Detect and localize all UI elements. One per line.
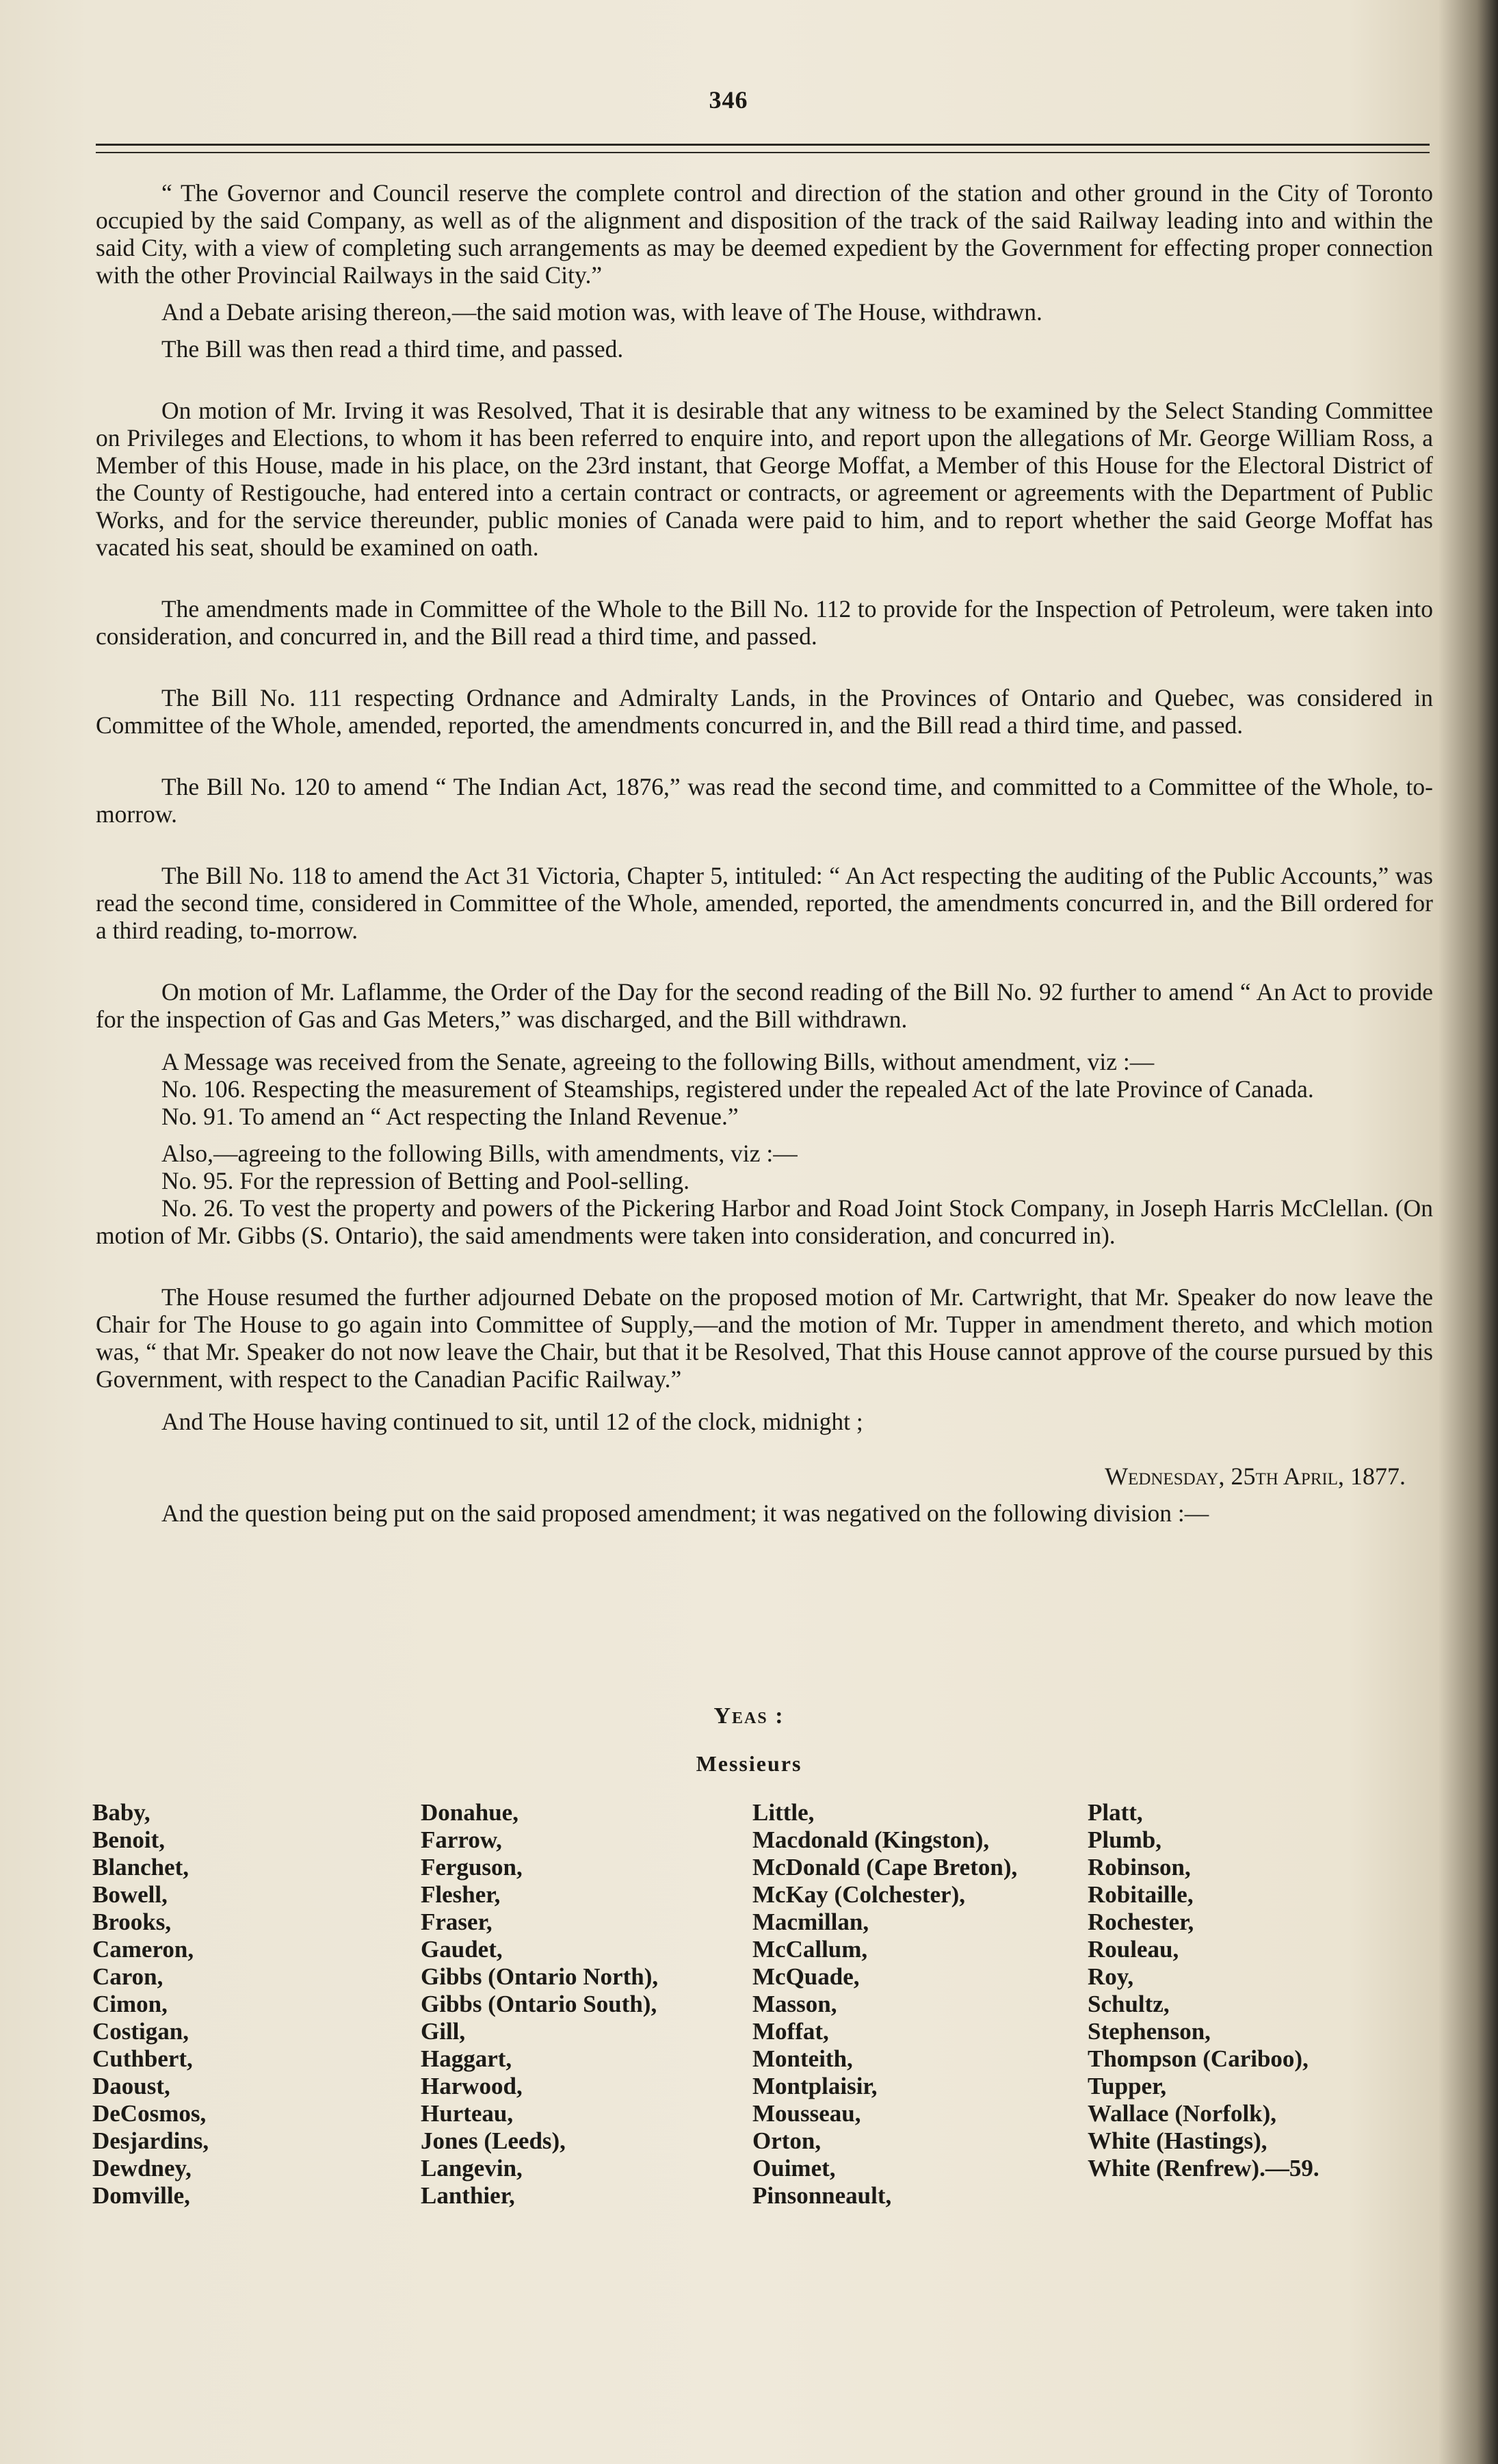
yeas-column-1: [92, 1799, 209, 2210]
member-name: Gill,: [421, 2018, 466, 2045]
irving-resolution: On motion of Mr. Irving it was Resolved, That it is desirable that any witness to be examined by the Select Standing Committee on Privileges and Elections, to whom it has been referred to enquire into, and report upon the allegations of Mr. George William Ross, a Member of this House, made in his place, on the 23rd instant, that George Moffat, a Member of this House for the Electoral District of the County of Restigouche, had entered into a certain contract or contracts, or agreement or agreements with the Department of Public Works, and for the service thereunder, public monies of Canada were paid to him, and to report whether the said George Moffat has vacated his seat, should be examined on oath.: [96, 397, 1433, 561]
member-name: Fraser,: [421, 1909, 492, 1935]
member-name: Benoit,: [92, 1826, 165, 1853]
member-name: Masson,: [752, 1991, 837, 2017]
member-name: Roy,: [1088, 1963, 1134, 1990]
supply-debate: The House resumed the further adjourned Debate on the proposed motion of Mr. Cartwright, that Mr. Speaker do now leave the Chair for The House to go again into Committee of Supply,—and the motion of Mr. Tupper in amendment thereto, and which motion was, “ that Mr. Speaker do not now leave the Chair, but that it be Resolved, That this House cannot approve of the course pursued by this Government, with respect to the Canadian Pacific Railway.”: [96, 1283, 1433, 1393]
member-name: Ouimet,: [752, 2155, 836, 2181]
member-name: Rouleau,: [1088, 1936, 1179, 1963]
laflamme-motion: On motion of Mr. Laflamme, the Order of the Day for the second reading of the Bill No. 92 further to amend “ An Act to provide for the inspection of Gas and Gas Meters,” was discharged, and the Bill withdrawn.: [96, 978, 1433, 1033]
header-rule-thin: [96, 152, 1430, 153]
member-name: Plumb,: [1088, 1826, 1161, 1853]
yeas-column-3: [752, 1799, 1017, 2210]
member-name: Farrow,: [421, 1826, 502, 1853]
bill-120-indian-act: The Bill No. 120 to amend “ The Indian Act, 1876,” was read the second time, and committed to a Committee of the Whole, to-morrow.: [96, 773, 1433, 828]
member-name: Orton,: [752, 2127, 822, 2154]
member-name: Macdonald (Kingston),: [752, 1826, 990, 1853]
member-name: Cameron,: [92, 1936, 194, 1963]
header-rule: [96, 144, 1430, 146]
member-name: Gibbs (Ontario North),: [421, 1963, 659, 1990]
debate-withdrawn: And a Debate arising thereon,—the said motion was, with leave of The House, withdrawn.: [161, 298, 1042, 326]
member-name: Little,: [752, 1799, 815, 1826]
member-name: Domville,: [92, 2182, 190, 2209]
member-name: Dewdney,: [92, 2155, 192, 2181]
member-name: Montplaisir,: [752, 2073, 878, 2099]
member-name: Desjardins,: [92, 2127, 209, 2154]
member-name: Daoust,: [92, 2073, 170, 2099]
bill-106-steamships: No. 106. Respecting the measurement of Steamships, registered under the repealed Act of the late Province of Canada.: [161, 1075, 1314, 1103]
member-name: Haggart,: [421, 2045, 512, 2072]
member-name: Cuthbert,: [92, 2045, 193, 2072]
member-name: Baby,: [92, 1799, 150, 1826]
bill-111-ordnance: The Bill No. 111 respecting Ordnance and Admiralty Lands, in the Provinces of Ontario and Quebec, was considered in Committee of the Whole, amended, reported, the amendments concurred in, and the Bill read a third time, and passed.: [96, 684, 1433, 739]
member-name: Wallace (Norfolk),: [1088, 2100, 1277, 2127]
bill-112-petroleum: The amendments made in Committee of the Whole to the Bill No. 112 to provide for the Inspection of Petroleum, were taken into consideration, and concurred in, and the Bill read a third time, and passed.: [96, 595, 1433, 650]
member-name: Moffat,: [752, 2018, 829, 2045]
member-name: White (Hastings),: [1088, 2127, 1267, 2154]
member-name: Macmillan,: [752, 1909, 869, 1935]
journal-body: [96, 179, 1433, 1527]
member-name: Gibbs (Ontario South),: [421, 1991, 657, 2017]
yeas-heading: Yeas :: [713, 1703, 785, 1729]
date-line: Wednesday, 25th April, 1877.: [1105, 1463, 1406, 1490]
member-name: Mousseau,: [752, 2100, 861, 2127]
yeas-column-2: [421, 1799, 658, 2210]
member-name: Harwood,: [421, 2073, 523, 2099]
bill-118-public-accounts: The Bill No. 118 to amend the Act 31 Victoria, Chapter 5, intituled: “ An Act respecting the auditing of the Public Accounts,” was read the second time, considered in Committee of the Whole, amended, reported, the amendments concurred in, and the Bill ordered for a third reading, to-morrow.: [96, 862, 1433, 944]
member-name: White (Renfrew).—59.: [1088, 2155, 1319, 2181]
senate-amendments: Also,—agreeing to the following Bills, with amendments, viz :—: [161, 1140, 798, 1167]
house-sitting: And The House having continued to sit, until 12 of the clock, midnight ;: [161, 1408, 863, 1435]
member-name: Tupper,: [1088, 2073, 1167, 2099]
member-name: Thompson (Cariboo),: [1088, 2045, 1309, 2072]
member-name: Bowell,: [92, 1881, 168, 1908]
member-name: Brooks,: [92, 1909, 172, 1935]
senate-message: A Message was received from the Senate, agreeing to the following Bills, without amendment, viz :—: [161, 1048, 1155, 1075]
member-name: Lanthier,: [421, 2182, 515, 2209]
bill-91-inland-revenue: No. 91. To amend an “ Act respecting the Inland Revenue.”: [161, 1103, 739, 1130]
member-name: McCallum,: [752, 1936, 868, 1963]
member-name: McQuade,: [752, 1963, 860, 1990]
member-name: Caron,: [92, 1963, 163, 1990]
member-name: Stephenson,: [1088, 2018, 1211, 2045]
member-name: Blanchet,: [92, 1854, 189, 1880]
question-division: And the question being put on the said proposed amendment; it was negatived on the following division :—: [161, 1499, 1209, 1527]
member-name: Jones (Leeds),: [421, 2127, 566, 2154]
member-name: Ferguson,: [421, 1854, 523, 1880]
member-name: Donahue,: [421, 1799, 518, 1826]
member-name: Schultz,: [1088, 1991, 1170, 2017]
member-name: Cimon,: [92, 1991, 168, 2017]
member-name: Robitaille,: [1088, 1881, 1194, 1908]
member-name: Langevin,: [421, 2155, 523, 2181]
page-number: 346: [709, 86, 748, 114]
member-name: Gaudet,: [421, 1936, 503, 1963]
member-name: Platt,: [1088, 1799, 1143, 1826]
member-name: McDonald (Cape Breton),: [752, 1854, 1018, 1880]
member-name: Rochester,: [1088, 1909, 1194, 1935]
member-name: Hurteau,: [421, 2100, 514, 2127]
member-name: Monteith,: [752, 2045, 853, 2072]
member-name: Pinsonneault,: [752, 2182, 892, 2209]
governor-council-clause: “ The Governor and Council reserve the complete control and direction of the station and other ground in the City of Toronto occupied by the said Company, as well as of the alignment and disposition of the track of the said Railway leading into and within the said City, with a view of completing such arrangements as may be deemed expedient by the Government for effecting proper connection with the other Provincial Railways in the said City.”: [96, 179, 1433, 289]
bill-95-betting: No. 95. For the repression of Betting and Pool-selling.: [161, 1167, 690, 1194]
yeas-column-4: [1088, 1799, 1319, 2182]
member-name: McKay (Colchester),: [752, 1881, 965, 1908]
member-name: DeCosmos,: [92, 2100, 207, 2127]
bill-26-pickering: No. 26. To vest the property and powers of the Pickering Harbor and Road Joint Stock Company, in Joseph Harris McClellan. (On motion of Mr. Gibbs (S. Ontario), the said amendments were taken into consideration, and concurred in).: [96, 1194, 1433, 1249]
member-name: Costigan,: [92, 2018, 189, 2045]
bill-third-reading: The Bill was then read a third time, and passed.: [161, 335, 624, 363]
member-name: Robinson,: [1088, 1854, 1191, 1880]
member-name: Flesher,: [421, 1881, 501, 1908]
messieurs-heading: Messieurs: [696, 1751, 802, 1776]
